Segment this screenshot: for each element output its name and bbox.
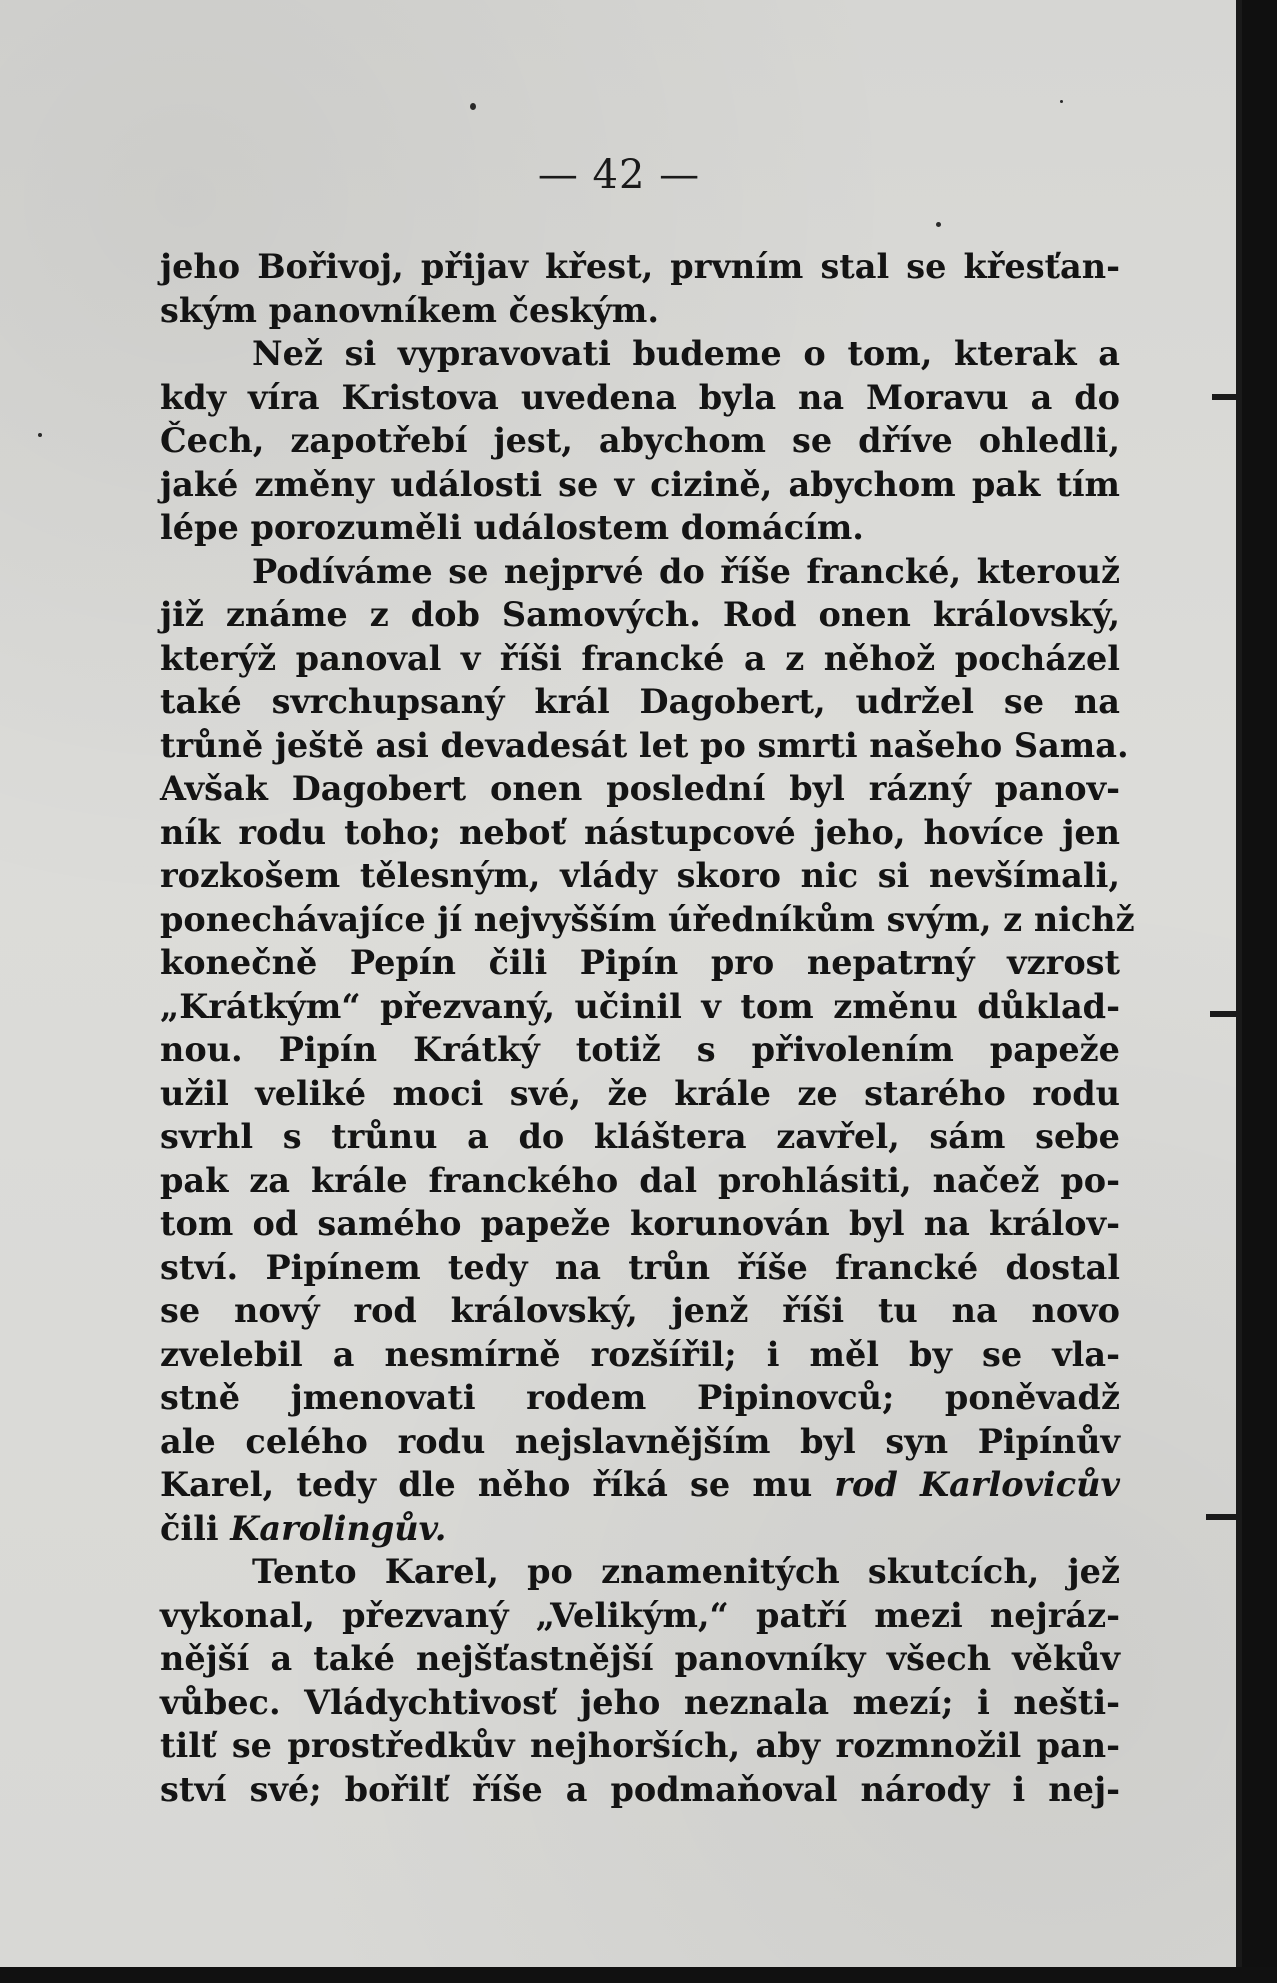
text-line-content: tilť se prostředkův nejhorších, aby rozmnožil pan-: [160, 1726, 1120, 1765]
text-line: [160, 550, 1120, 594]
page-number: — 42 —: [537, 152, 701, 198]
scan-edge: [1238, 0, 1277, 1983]
text-line-content: lépe porozuměli událostem domácím.: [160, 508, 864, 547]
text-line-content: čili: [160, 1508, 231, 1548]
text-line-content: konečně Pepín čili Pipín pro nepatrný vzrost: [160, 943, 1120, 982]
text-line: [160, 1724, 1120, 1768]
text-line: [160, 767, 1120, 811]
text-line: [160, 593, 1120, 637]
text-line-content: ponechávajíce jí nejvyšším úředníkům svým, z nichž: [160, 899, 1135, 939]
ink-speck: [470, 103, 476, 110]
text-line: [160, 724, 1129, 768]
ink-speck: [38, 433, 42, 437]
text-line-content: jeho Bořivoj, přijav křest, prvním stal se křesťan-: [160, 247, 1120, 286]
text-line: [160, 1637, 1120, 1681]
text-line-content: vykonal, přezvaný „Velikým,“ patří mezi nejráz-: [160, 1595, 1120, 1635]
text-line-content: Než si vypravovati budeme o tom, kterak a: [252, 334, 1120, 373]
text-line: [160, 1028, 1120, 1072]
text-line-content: trůně ještě asi devadesát let po smrti našeho Sama.: [160, 725, 1129, 765]
scan-edge-mark: [1206, 1514, 1240, 1520]
text-line: [160, 289, 1120, 333]
text-line-content: ským panovníkem českým.: [160, 290, 660, 330]
text-line-content: ství. Pipínem tedy na trůn říše francké dostal: [160, 1247, 1120, 1287]
text-line-content: svrhl s trůnu a do kláštera zavřel, sám sebe: [160, 1117, 1120, 1156]
text-line-content: nou. Pipín Krátký totiž s přivolením papeže: [160, 1030, 1120, 1069]
text-line-content: Čech, zapotřebí jest, abychom se dříve ohledli,: [160, 421, 1120, 460]
text-line: [160, 898, 1135, 942]
text-line: [160, 1681, 1120, 1725]
scan-edge-mark: [1210, 1011, 1240, 1017]
text-line-content: jaké změny události se v cizině, abychom pak tím: [160, 464, 1120, 504]
text-line: [160, 1550, 1120, 1594]
text-line-content: zvelebil a nesmírně rozšířil; i měl by se vla-: [160, 1334, 1120, 1374]
text-line: [160, 1768, 1120, 1812]
text-line-content: Karel, tedy dle něho říká se mu: [160, 1465, 835, 1504]
text-line-italic: Karolingův.: [230, 1508, 447, 1548]
ink-speck: [936, 222, 941, 227]
text-line: [160, 1159, 1120, 1203]
text-line: [160, 941, 1120, 985]
text-line: [160, 1376, 1120, 1420]
text-line-content: Tento Karel, po znamenitých skutcích, jež: [252, 1552, 1120, 1591]
text-line: [160, 1289, 1120, 1333]
text-line-content: kdy víra Kristova uvedena byla na Moravu a do: [160, 377, 1120, 417]
text-line: [160, 1463, 1120, 1507]
text-line: [160, 376, 1120, 420]
text-line-content: také svrchupsaný král Dagobert, udržel se na: [160, 682, 1120, 721]
text-line-content: kterýž panoval v říši francké a z něhož pocházel: [160, 638, 1120, 678]
text-line-content: rozkošem tělesným, vlády skoro nic si nevšímali,: [160, 856, 1120, 895]
text-line: [160, 637, 1120, 681]
scan-edge-line: [1236, 0, 1242, 1983]
text-line-content: ník rodu toho; neboť nástupcové jeho, hovíce jen: [160, 812, 1120, 852]
text-line-content: ale celého rodu nejslavnějším byl syn Pipínův: [160, 1421, 1120, 1461]
text-line-content: Podíváme se nejprvé do říše francké, kterouž: [252, 551, 1120, 591]
text-line-content: užil veliké moci své, že krále ze starého rodu: [160, 1073, 1120, 1113]
text-line-content: vůbec. Vládychtivosť jeho neznala mezí; i nešti-: [160, 1682, 1120, 1722]
text-line-content: se nový rod královský, jenž říši tu na novo: [160, 1291, 1120, 1330]
text-line: [160, 1202, 1120, 1246]
text-line-italic: rod Karlovicův: [834, 1465, 1120, 1504]
text-line: [160, 1420, 1120, 1464]
text-line: [160, 985, 1120, 1029]
text-line: [160, 1072, 1120, 1116]
text-line: [160, 245, 1120, 289]
text-line-content: „Krátkým“ přezvaný, učinil v tom změnu důklad-: [160, 986, 1120, 1026]
text-line: [160, 419, 1120, 463]
body-text: [160, 245, 1135, 1811]
text-line: [160, 854, 1120, 898]
text-line-content: tom od samého papeže korunován byl na králov-: [160, 1204, 1120, 1243]
text-line: [160, 1115, 1120, 1159]
ink-speck: [1060, 100, 1063, 103]
text-line: [160, 332, 1120, 376]
text-line: [160, 463, 1120, 507]
text-line-content: ství své; bořilť říše a podmaňoval národy i nej-: [160, 1769, 1120, 1809]
text-line: [160, 811, 1120, 855]
text-line: [160, 1507, 1120, 1551]
text-line: [160, 1594, 1120, 1638]
scan-edge-mark: [1212, 394, 1240, 400]
text-line-content: stně jmenovati rodem Pipinovců; poněvadž: [160, 1378, 1120, 1417]
scan-bottom-edge: [0, 1967, 1277, 1983]
text-line-content: již známe z dob Samových. Rod onen královský,: [160, 595, 1120, 634]
text-line-content: nější a také nejšťastnější panovníky všech věkův: [160, 1639, 1120, 1678]
text-line: [160, 680, 1120, 724]
text-line-content: Avšak Dagobert onen poslední byl rázný panov-: [160, 769, 1120, 808]
text-line-content: pak za krále franckého dal prohlásiti, načež po-: [160, 1160, 1120, 1200]
text-line: [160, 1246, 1120, 1290]
text-line: [160, 506, 1120, 550]
text-line: [160, 1333, 1120, 1377]
